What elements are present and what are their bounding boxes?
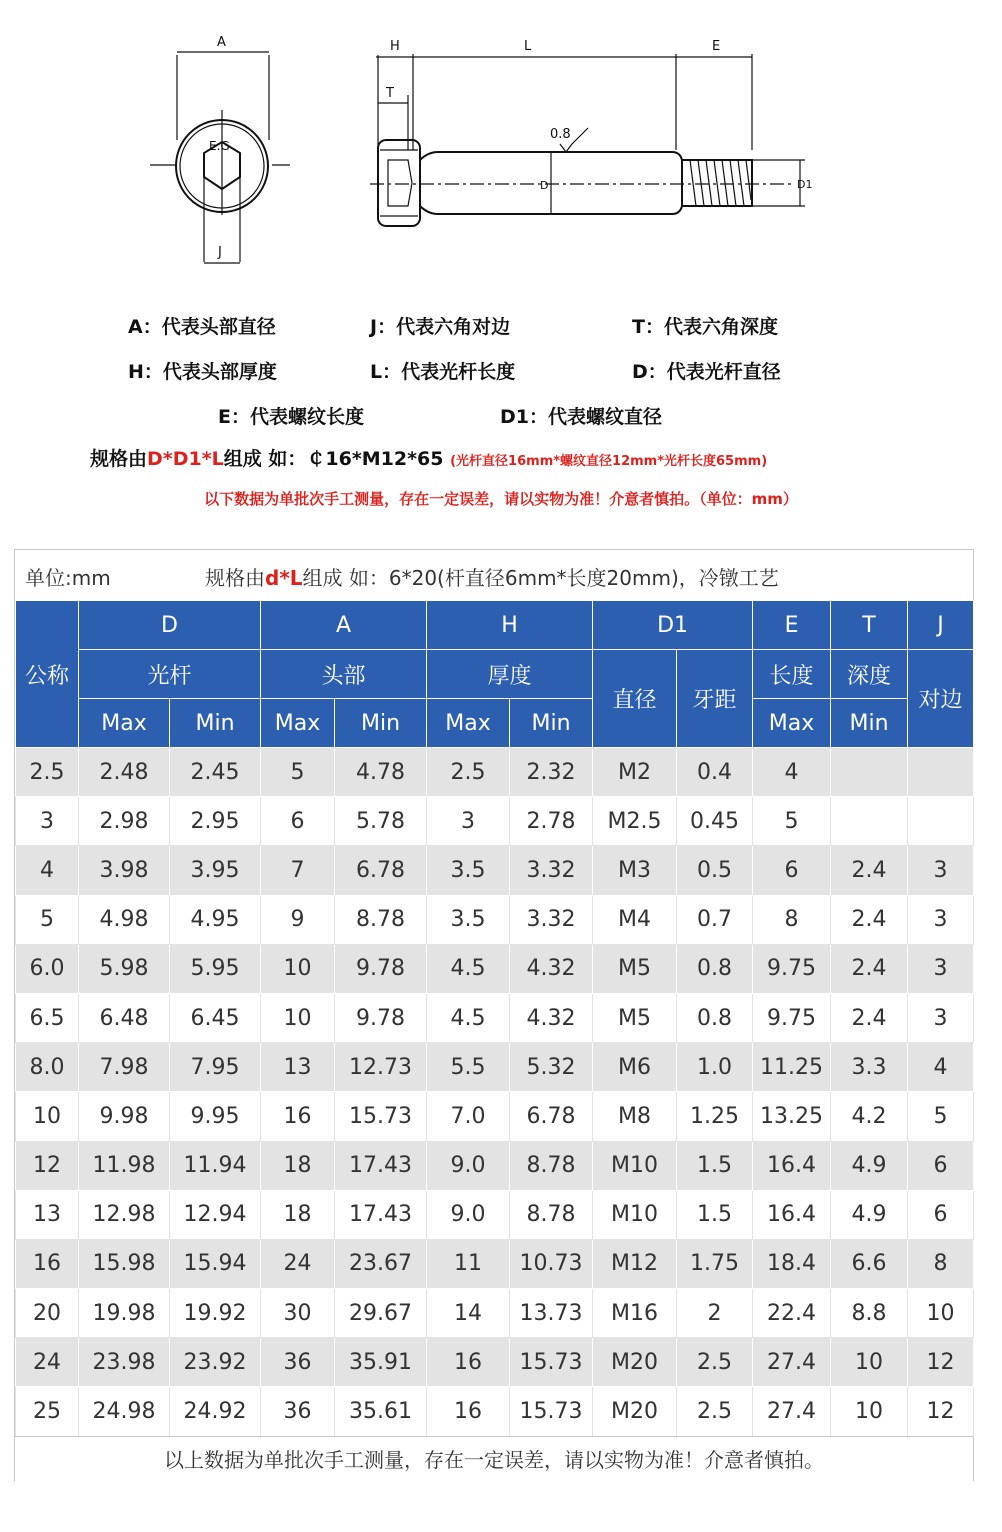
table-cell: 7.0 [427,1092,510,1141]
legend-d1: D1：代表螺纹直径 [500,406,662,428]
table-spec-formula: d*L [265,566,303,590]
table-cell: 6.0 [16,944,79,993]
table-cell: 9.78 [335,944,427,993]
table-cell: 6 [908,1190,974,1239]
table-cell: 4 [908,1043,974,1092]
table-footer-note: 以上数据为单批次手工测量，存在一定误差，请以实物为准！介意者慎拍。 [15,1436,973,1483]
table-cell: 36 [261,1387,335,1436]
table-cell: 12 [908,1387,974,1436]
dim-label-d1: D1 [797,178,813,191]
table-cell: 6.78 [510,1092,593,1141]
table-row [16,944,974,993]
table-cell: 6 [908,1141,974,1190]
table-cell: 4.78 [335,748,427,797]
table-cell: 11.98 [79,1141,170,1190]
table-cell: 18.4 [753,1239,831,1288]
legend-j: J：代表六角对边 [370,316,511,338]
header-sub-thickness: 厚度 [427,650,593,699]
header-group-d1: D1 [593,601,753,650]
table-cell: 27.4 [753,1387,831,1436]
table-cell: 5.78 [335,797,427,846]
table-cell: 5 [908,1092,974,1141]
table-cell: 8.8 [831,1289,908,1338]
table-cell: 2.78 [510,797,593,846]
header-sub-pitch: 牙距 [677,650,753,748]
table-cell: 2.4 [831,993,908,1042]
table-cell: 12 [908,1338,974,1387]
table-cell: 16 [427,1387,510,1436]
table-row [16,1190,974,1239]
table-cell: 6.78 [335,846,427,895]
legend-t: T：代表六角深度 [632,316,778,338]
table-cell: 3 [908,993,974,1042]
header-sub-length: 长度 [753,650,831,699]
header-h-min: Min [510,699,593,748]
table-cell: 11.94 [170,1141,261,1190]
header-sub-shank: 光杆 [79,650,261,699]
dim-label-d: D [540,179,549,192]
table-cell: 16 [427,1338,510,1387]
table-cell: 10 [908,1289,974,1338]
table-cell: 2.5 [427,748,510,797]
table-cell: 20 [16,1289,79,1338]
table-cell: 10 [831,1338,908,1387]
spec-prefix: 规格由 [90,448,148,470]
table-cell: 25 [16,1387,79,1436]
table-row [16,1043,974,1092]
table-cell: 7 [261,846,335,895]
table-cell: M4 [593,895,677,944]
legend-d: D：代表光杆直径 [632,361,781,383]
table-cell: 10 [261,944,335,993]
table-cell: 4.32 [510,944,593,993]
table-cell: 7.95 [170,1043,261,1092]
table-cell: 12.94 [170,1190,261,1239]
table-cell: 2.5 [16,748,79,797]
dim-label-t: T [386,86,394,101]
table-cell: 2 [677,1289,753,1338]
table-cell: 16 [261,1092,335,1141]
header-sub-diameter: 直径 [593,650,677,748]
table-cell: 8.78 [510,1141,593,1190]
table-cell: 16.4 [753,1190,831,1239]
header-a-min: Min [335,699,427,748]
table-cell: 1.5 [677,1190,753,1239]
spec-note: (光杆直径16mm*螺纹直径12mm*光杆长度65mm) [450,454,768,469]
table-cell: 8.78 [510,1190,593,1239]
table-cell: 3.5 [427,846,510,895]
table-cell: 3 [16,797,79,846]
table-cell: 15.73 [335,1092,427,1141]
dim-label-l: L [524,39,532,54]
table-cell: 3.98 [79,846,170,895]
table-cell: 8 [753,895,831,944]
table-row [16,1387,974,1436]
table-row [16,993,974,1042]
table-cell: 11.25 [753,1043,831,1092]
table-cell: 5.98 [79,944,170,993]
header-group-h: H [427,601,593,650]
table-cell: 4 [753,748,831,797]
table-cell: 6 [261,797,335,846]
unit-row [15,550,973,601]
table-cell: 1.25 [677,1092,753,1141]
table-cell: M8 [593,1092,677,1141]
table-cell: 2.48 [79,748,170,797]
table-cell: 24 [16,1338,79,1387]
table-cell: 4.95 [170,895,261,944]
table-cell: 1.75 [677,1239,753,1288]
table-cell: 7.98 [79,1043,170,1092]
legend-h: H：代表头部厚度 [128,361,277,383]
header-nominal: 公称 [16,601,79,748]
table-cell: 6.5 [16,993,79,1042]
header-h-max: Max [427,699,510,748]
legend-l: L：代表光杆长度 [370,361,516,383]
table-cell: 2.5 [677,1338,753,1387]
table-cell: M20 [593,1338,677,1387]
table-cell [831,797,908,846]
table-cell: 13.25 [753,1092,831,1141]
table-cell: 5.5 [427,1043,510,1092]
table-cell: 5 [16,895,79,944]
table-cell: 9.75 [753,944,831,993]
table-cell: 4.9 [831,1190,908,1239]
table-cell: M20 [593,1387,677,1436]
roughness-label: 0.8 [550,127,571,142]
table-cell: 4.2 [831,1092,908,1141]
table-cell: 29.67 [335,1289,427,1338]
table-cell: 18 [261,1190,335,1239]
header-group-t: T [831,601,908,650]
table-cell: 19.98 [79,1289,170,1338]
table-row [16,1338,974,1387]
table-cell: 9.98 [79,1092,170,1141]
table-cell: 6.6 [831,1239,908,1288]
table-row [16,748,974,797]
table-cell: 5.95 [170,944,261,993]
table-spec-prefix: 规格由 [205,566,265,590]
spec-table-container [14,549,974,1481]
table-cell: M3 [593,846,677,895]
table-cell: 23.92 [170,1338,261,1387]
table-cell: M6 [593,1043,677,1092]
table-row [16,1092,974,1141]
table-cell: 15.98 [79,1239,170,1288]
table-cell: 3.5 [427,895,510,944]
table-cell: 14 [427,1289,510,1338]
header-sub-depth: 深度 [831,650,908,699]
table-cell: 9.0 [427,1190,510,1239]
table-cell: 4.98 [79,895,170,944]
table-cell: 13 [16,1190,79,1239]
table-cell: 10 [16,1092,79,1141]
table-cell: 9.95 [170,1092,261,1141]
table-cell: 0.8 [677,944,753,993]
header-group-a: A [261,601,427,650]
dim-label-e: E [712,39,721,54]
table-cell: M16 [593,1289,677,1338]
table-cell: 9 [261,895,335,944]
table-cell: 30 [261,1289,335,1338]
table-cell: 3.3 [831,1043,908,1092]
table-spec-text [205,562,779,591]
table-cell: 5 [753,797,831,846]
table-cell: 3.32 [510,846,593,895]
table-cell: 2.32 [510,748,593,797]
table-cell: 3.32 [510,895,593,944]
table-cell: 0.5 [677,846,753,895]
table-cell: M10 [593,1141,677,1190]
shoulder-screw-diagram [0,0,1002,290]
table-row [16,846,974,895]
spec-table [15,600,974,1437]
table-cell: 13 [261,1043,335,1092]
table-row [16,895,974,944]
dim-label-h: H [390,39,400,54]
header-sub-head: 头部 [261,650,427,699]
measurement-warning: 以下数据为单批次手工测量，存在一定误差，请以实物为准！介意者慎拍。（单位：mm） [204,490,798,508]
table-cell [831,748,908,797]
table-cell: 35.61 [335,1387,427,1436]
legend-a: A：代表头部直径 [128,316,276,338]
table-cell: 16.4 [753,1141,831,1190]
table-cell: 13.73 [510,1289,593,1338]
dim-label-eg: E.G [209,139,230,153]
unit-label: 单位:mm [25,566,111,590]
table-cell: 27.4 [753,1338,831,1387]
header-group-e: E [753,601,831,650]
table-cell: 8 [908,1239,974,1288]
header-sub-across-flats: 对边 [908,650,974,748]
table-cell: 36 [261,1338,335,1387]
table-cell: 2.4 [831,846,908,895]
table-cell: 3 [908,846,974,895]
table-cell: 23.98 [79,1338,170,1387]
spec-formula: D*D1*L [147,448,224,470]
table-cell: 24 [261,1239,335,1288]
table-cell: 11 [427,1239,510,1288]
table-cell: 0.8 [677,993,753,1042]
header-d-max: Max [79,699,170,748]
table-cell [908,748,974,797]
table-cell: 8.78 [335,895,427,944]
header-a-max: Max [261,699,335,748]
table-cell: 35.91 [335,1338,427,1387]
table-row [16,1289,974,1338]
table-cell: 12.98 [79,1190,170,1239]
table-cell: 4.9 [831,1141,908,1190]
table-cell: 15.73 [510,1387,593,1436]
table-cell: 15.94 [170,1239,261,1288]
table-cell: 2.5 [677,1387,753,1436]
spec-formula-line [90,444,767,471]
table-cell: 9.75 [753,993,831,1042]
table-cell: 4.5 [427,944,510,993]
table-cell: 3 [908,944,974,993]
table-spec-suffix: 组成 如：6*20(杆直径6mm*长度20mm)，冷镦工艺 [302,566,779,590]
table-cell: 2.4 [831,944,908,993]
table-cell: 1.5 [677,1141,753,1190]
table-cell: M2.5 [593,797,677,846]
table-cell: 6.45 [170,993,261,1042]
header-group-d: D [79,601,261,650]
table-cell: 23.67 [335,1239,427,1288]
header-d-min: Min [170,699,261,748]
table-cell: 2.98 [79,797,170,846]
table-cell: 12 [16,1141,79,1190]
table-cell: 3.95 [170,846,261,895]
table-cell: 17.43 [335,1190,427,1239]
table-cell: M5 [593,993,677,1042]
table-cell: 1.0 [677,1043,753,1092]
table-cell: 0.7 [677,895,753,944]
table-row [16,1239,974,1288]
table-cell [908,797,974,846]
table-cell: 10.73 [510,1239,593,1288]
table-cell: 5 [261,748,335,797]
table-cell: 5.32 [510,1043,593,1092]
table-cell: 2.45 [170,748,261,797]
table-cell: 10 [261,993,335,1042]
table-cell: 24.98 [79,1387,170,1436]
table-cell: 3 [908,895,974,944]
table-cell: 17.43 [335,1141,427,1190]
table-cell: 19.92 [170,1289,261,1338]
table-cell: 10 [831,1387,908,1436]
table-row [16,797,974,846]
table-cell: 4 [16,846,79,895]
table-cell: 18 [261,1141,335,1190]
table-cell: 0.45 [677,797,753,846]
header-t-min: Min [831,699,908,748]
table-cell: 3 [427,797,510,846]
table-cell: 9.0 [427,1141,510,1190]
table-cell: M12 [593,1239,677,1288]
header-group-j: J [908,601,974,650]
table-cell: 4.32 [510,993,593,1042]
table-cell: 15.73 [510,1338,593,1387]
spec-table-body [16,748,974,1437]
table-cell: 8.0 [16,1043,79,1092]
table-row [16,1141,974,1190]
table-cell: 2.4 [831,895,908,944]
table-cell: 0.4 [677,748,753,797]
table-cell: 9.78 [335,993,427,1042]
table-cell: 16 [16,1239,79,1288]
table-cell: 12.73 [335,1043,427,1092]
table-cell: 6.48 [79,993,170,1042]
header-e-max: Max [753,699,831,748]
spec-suffix: 组成 如：￠16*M12*65 [223,448,444,470]
table-cell: 6 [753,846,831,895]
dim-label-j: J [218,245,222,260]
table-cell: 2.95 [170,797,261,846]
table-cell: 22.4 [753,1289,831,1338]
legend-e: E：代表螺纹长度 [218,406,364,428]
table-cell: M5 [593,944,677,993]
table-cell: 24.92 [170,1387,261,1436]
table-cell: M2 [593,748,677,797]
table-cell: 4.5 [427,993,510,1042]
dim-label-a: A [217,35,226,50]
table-cell: M10 [593,1190,677,1239]
